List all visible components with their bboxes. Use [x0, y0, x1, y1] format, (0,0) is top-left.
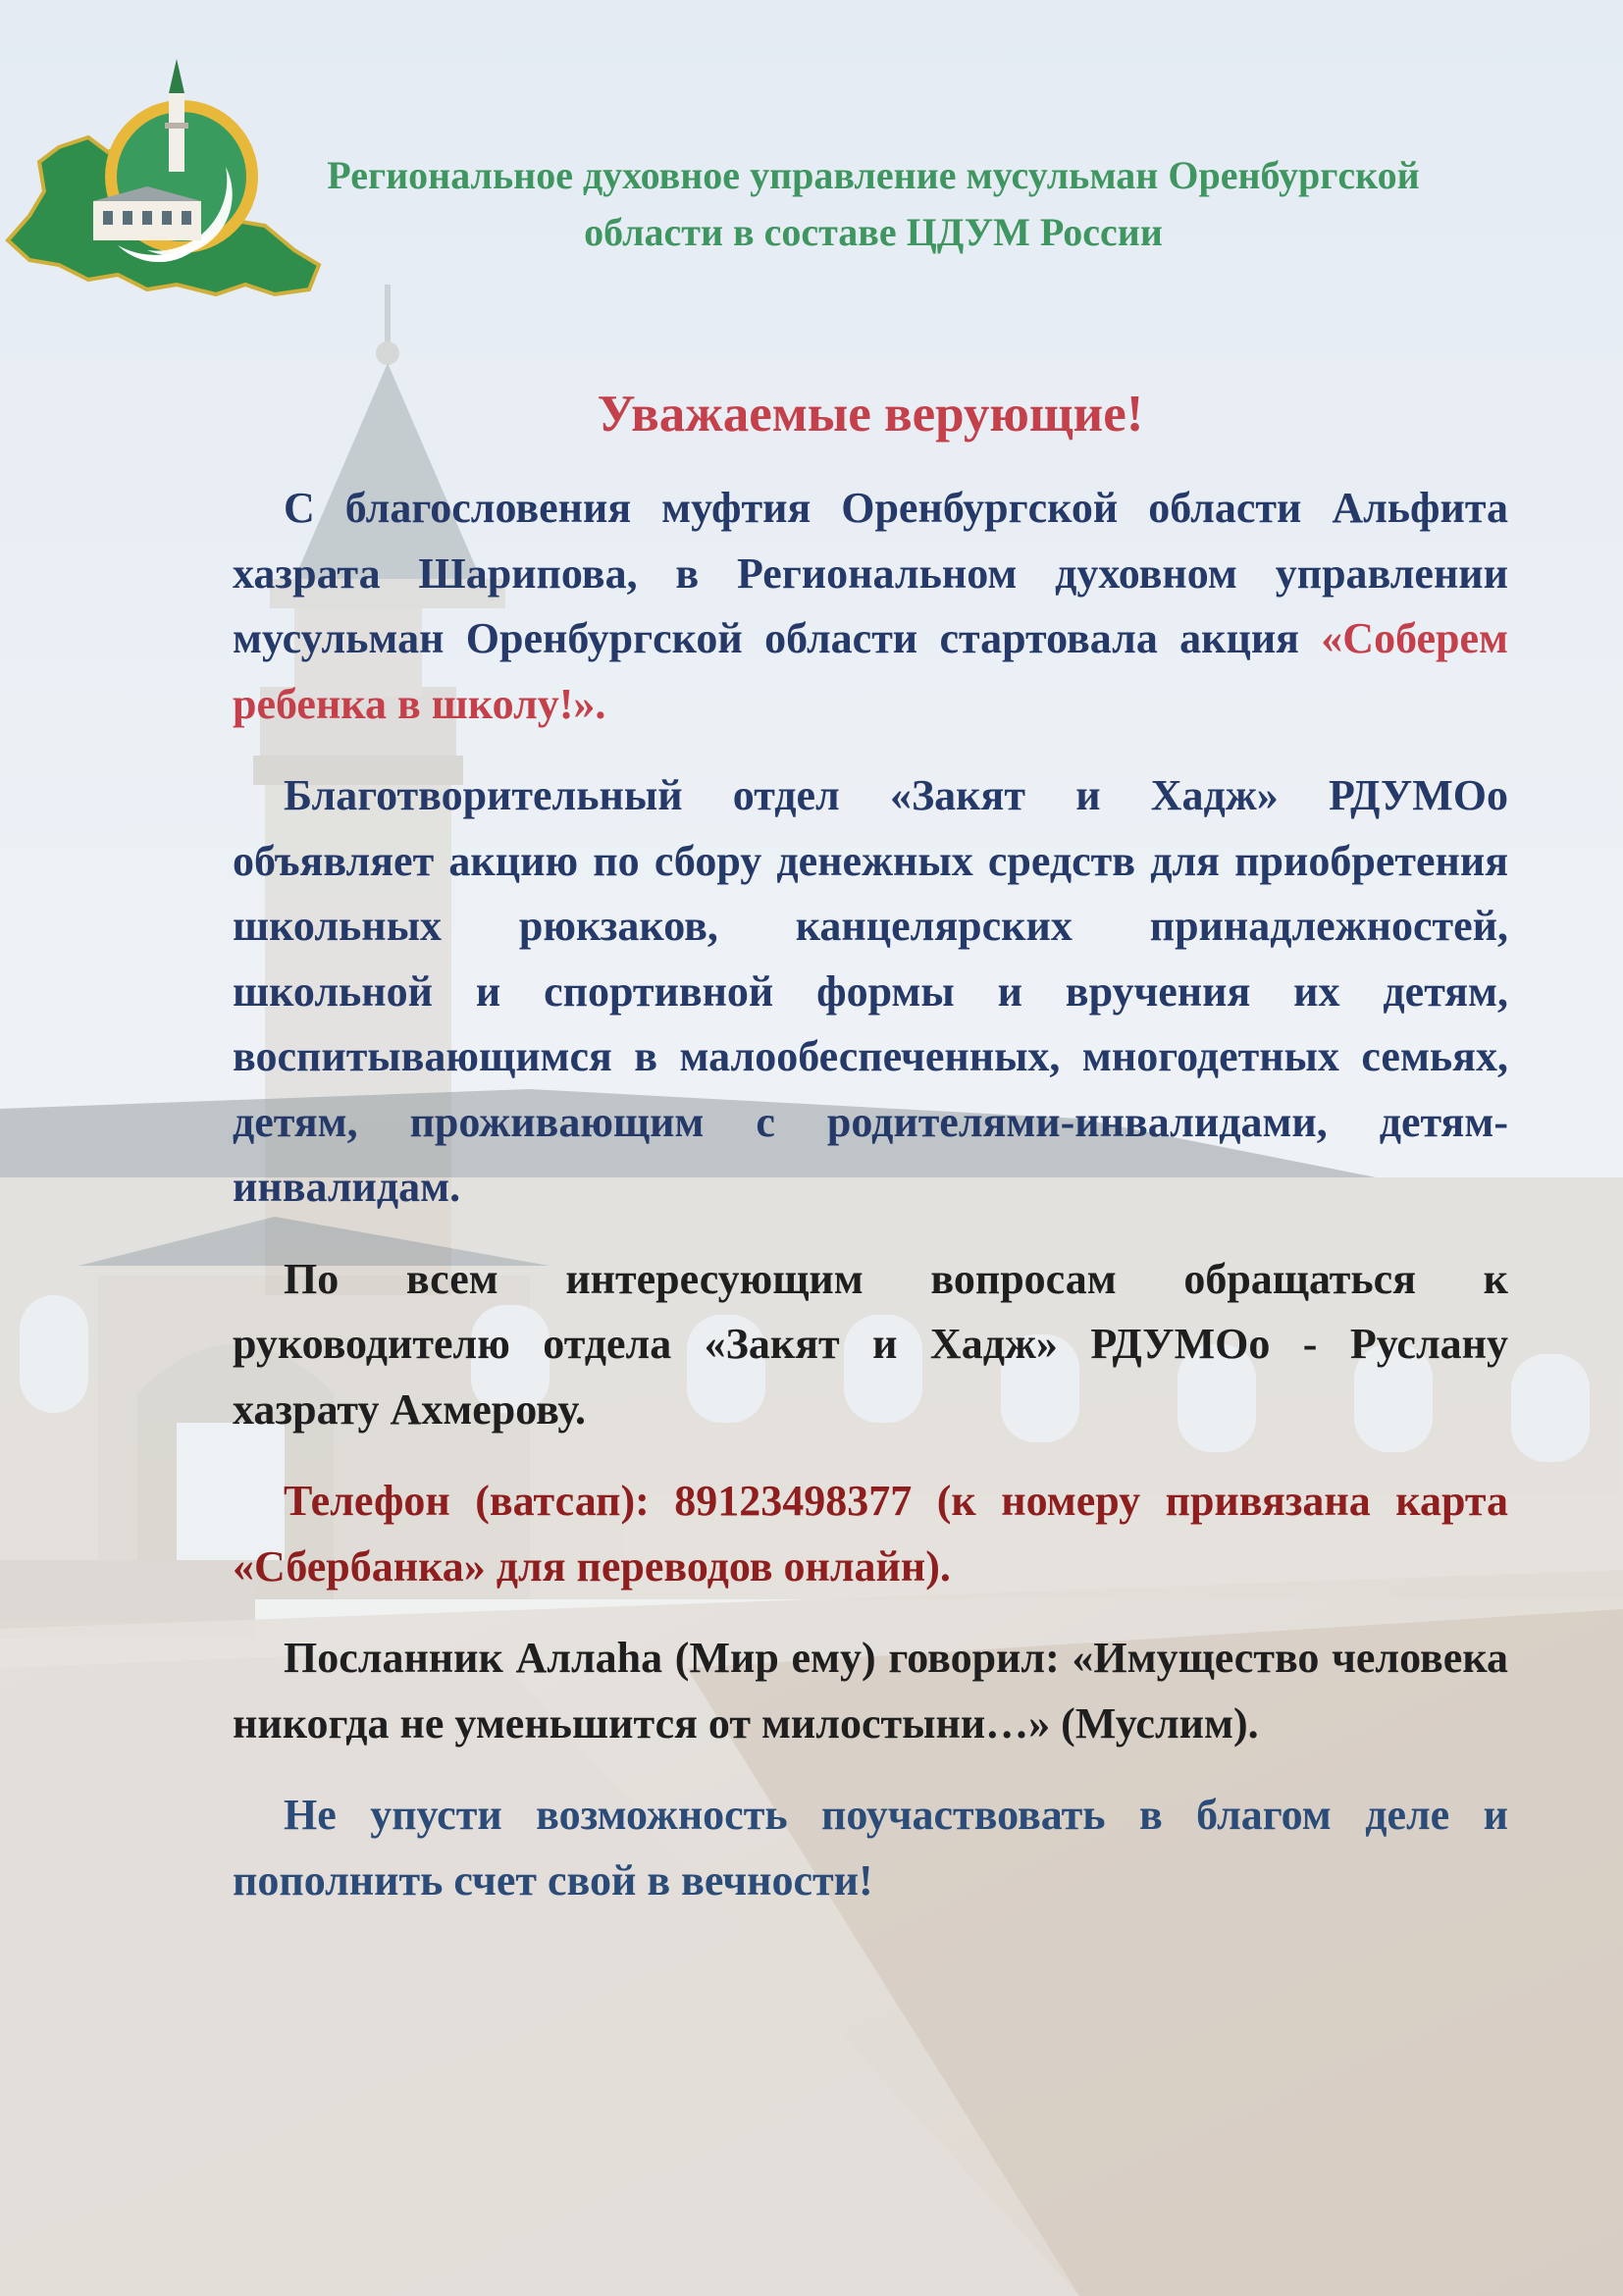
body-text [233, 476, 1508, 1940]
paragraph-contact-person: По всем интересующим вопросам обращаться к руководителю отдела «Закят и Хадж» РДУМОо - Руслану хазрату Ахмерову. [233, 1254, 1508, 1434]
paragraph-call-to-action: Не упусти возможность поучаствовать в благом деле и пополнить счет свой в вечности! [233, 1791, 1508, 1905]
paragraph-hadith: Посланник Аллаһа (Мир ему) говорил: «Имущество человека никогда не уменьшится от милостыни…» (Муслим). [233, 1634, 1508, 1748]
header-line-2: области в составе ЦДУМ России [584, 210, 1163, 254]
minaret-icon [169, 59, 184, 93]
paragraph-phone: Телефон (ватсап): 89123498377 (к номеру привязана карта «Сбербанка» для переводов онлайн). [233, 1477, 1508, 1591]
header-line-1: Региональное духовное управление мусульман Оренбургской [327, 153, 1420, 197]
paragraph-blessing-text: С благословения муфтия Оренбургской области Альфита хазрата Шарипова, в Региональном духовном управлении мусульман Оренбургской области стартовала акция [233, 484, 1508, 662]
greeting-title: Уважаемые верующие! [597, 386, 1144, 443]
paragraph-announcement: Благотворительный отдел «Закят и Хадж» РДУМОо объявляет акцию по сбору денежных средств для приобретения школьных рюкзаков, канцелярских принадлежностей, школьной и спортивной формы и вручения их детям, воспитывающимся в малообеспеченных, многодетных семьях, детям, проживающим с родителями-инвалидами, детям-инвалидам. [233, 771, 1508, 1211]
organization-header [236, 147, 1511, 261]
paragraph-blessing [233, 476, 1508, 737]
campaign-name: «Соберем ребенка в школу!». [233, 614, 1508, 728]
